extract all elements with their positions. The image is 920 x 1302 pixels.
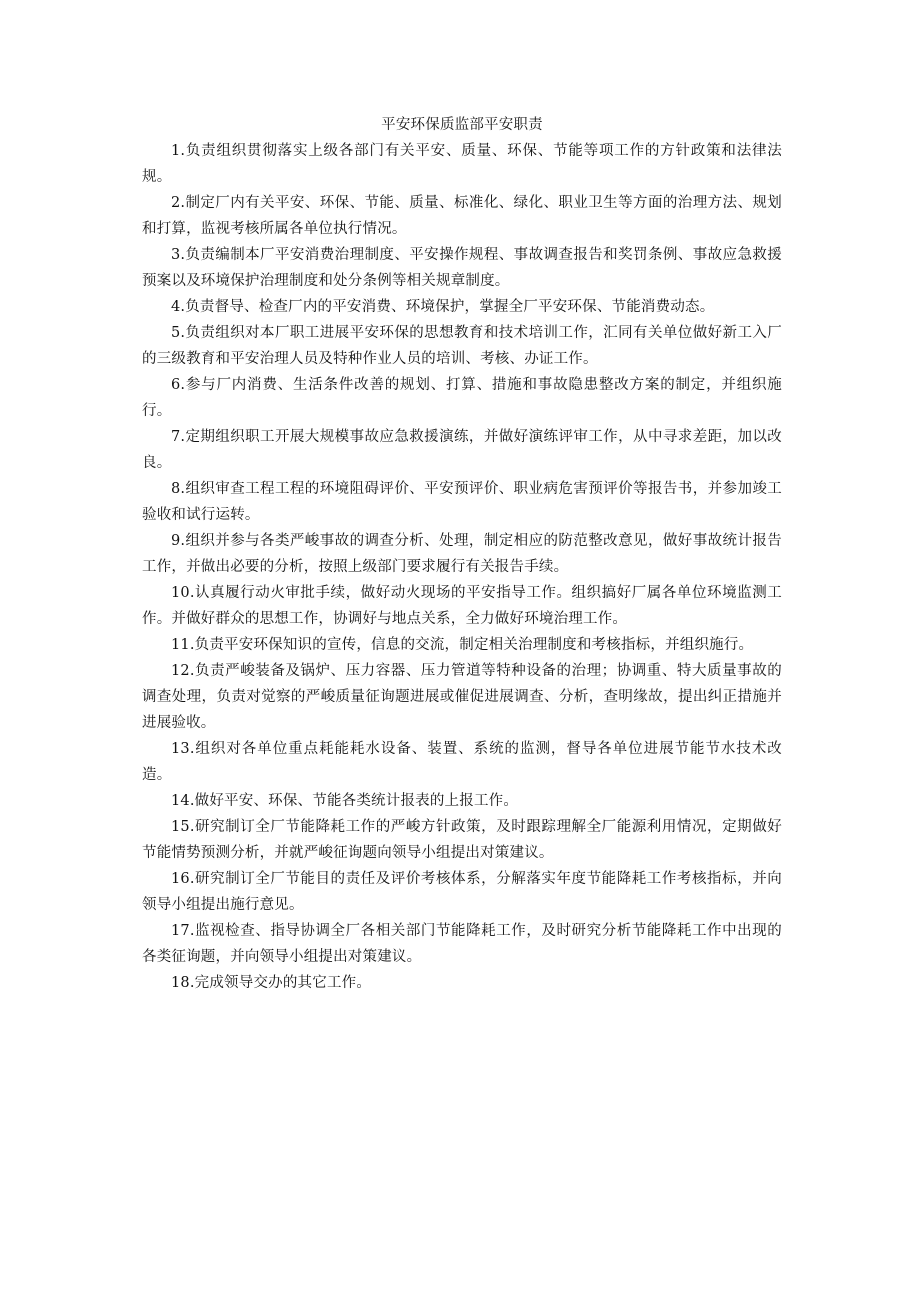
responsibility-item: 3.负责编制本厂平安消费治理制度、平安操作规程、事故调查报告和奖罚条例、事故应急救援预案以及环境保护治理制度和处分条例等相关规章制度。	[142, 247, 782, 289]
responsibility-item: 1.负责组织贯彻落实上级各部门有关平安、质量、环保、节能等项工作的方针政策和法律法规。	[142, 143, 782, 185]
responsibility-item: 18.完成领导交办的其它工作。	[171, 975, 372, 991]
responsibility-item: 13.组织对各单位重点耗能耗水设备、装置、系统的监测，督导各单位进展节能节水技术改造。	[142, 741, 782, 783]
responsibility-item: 11.负责平安环保知识的宣传，信息的交流，制定相关治理制度和考核指标，并组织施行。	[171, 637, 754, 653]
responsibility-item: 4.负责督导、检查厂内的平安消费、环境保护，掌握全厂平安环保、节能消费动态。	[171, 299, 715, 315]
responsibility-item: 16.研究制订全厂节能目的责任及评价考核体系，分解落实年度节能降耗工作考核指标，并向领导小组提出施行意见。	[142, 871, 782, 913]
responsibility-item: 10.认真履行动火审批手续，做好动火现场的平安指导工作。组织搞好厂属各单位环境监测工作。并做好群众的思想工作，协调好与地点关系，全力做好环境治理工作。	[142, 585, 782, 627]
document-page	[142, 112, 782, 996]
document-title: 平安环保质监部平安职责	[381, 117, 543, 133]
responsibility-item: 5.负责组织对本厂职工进展平安环保的思想教育和技术培训工作，汇同有关单位做好新工入厂的三级教育和平安治理人员及特种作业人员的培训、考核、办证工作。	[142, 325, 782, 367]
responsibility-item: 15.研究制订全厂节能降耗工作的严峻方针政策，及时跟踪理解全厂能源利用情况，定期做好节能情势预测分析，并就严峻征询题向领导小组提出对策建议。	[142, 819, 782, 861]
responsibility-item: 2.制定厂内有关平安、环保、节能、质量、标准化、绿化、职业卫生等方面的治理方法、规划和打算，监视考核所属各单位执行情况。	[142, 195, 782, 237]
responsibility-item: 8.组织审查工程工程的环境阻碍评价、平安预评价、职业病危害预评价等报告书，并参加竣工验收和试行运转。	[142, 481, 782, 523]
responsibility-item: 7.定期组织职工开展大规模事故应急救援演练，并做好演练评审工作，从中寻求差距，加以改良。	[142, 429, 782, 471]
responsibility-item: 17.监视检查、指导协调全厂各相关部门节能降耗工作，及时研究分析节能降耗工作中出现的各类征询题，并向领导小组提出对策建议。	[142, 923, 782, 965]
responsibility-item: 9.组织并参与各类严峻事故的调查分析、处理，制定相应的防范整改意见，做好事故统计报告工作，并做出必要的分析，按照上级部门要求履行有关报告手续。	[142, 533, 782, 575]
responsibility-item: 12.负责严峻装备及锅炉、压力容器、压力管道等特种设备的治理；协调重、特大质量事故的调查处理，负责对觉察的严峻质量征询题进展或催促进展调查、分析，查明缘故，提出纠正措施并进展验收。	[142, 663, 782, 731]
responsibility-item: 14.做好平安、环保、节能各类统计报表的上报工作。	[171, 793, 519, 809]
responsibility-item: 6.参与厂内消费、生活条件改善的规划、打算、措施和事故隐患整改方案的制定，并组织施行。	[142, 377, 782, 419]
responsibility-list	[142, 138, 782, 996]
